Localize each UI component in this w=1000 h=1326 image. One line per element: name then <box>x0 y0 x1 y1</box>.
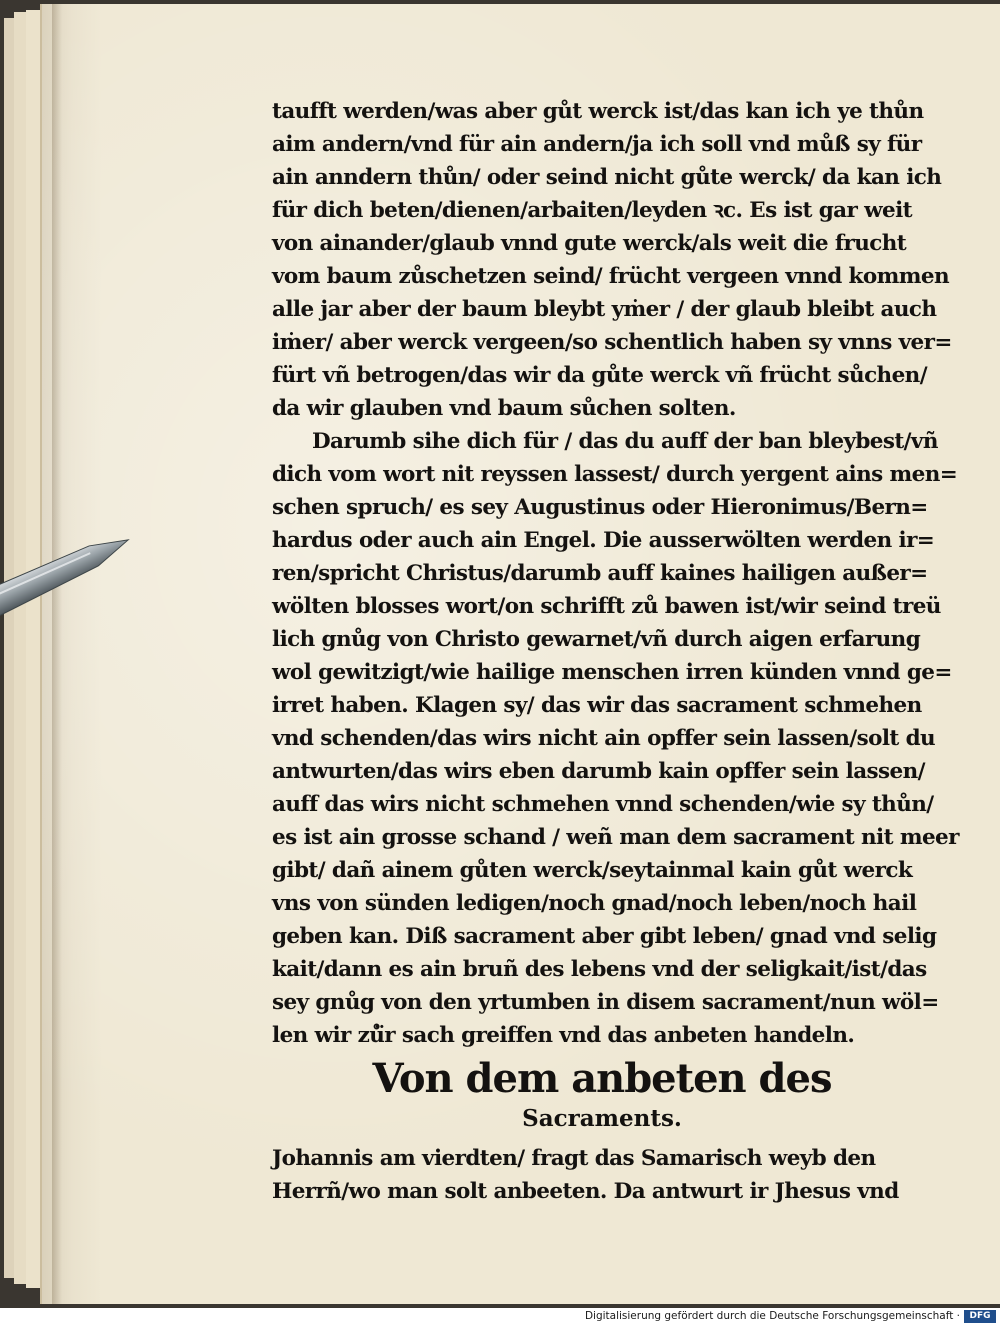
text-block <box>272 95 959 1208</box>
text-line: alle jar aber der baum bleybt yṁer / der glaub bleibt auch <box>272 297 937 322</box>
text-line: vom baum zůschetzen seind/ frücht vergeen vnnd kommen <box>272 264 950 289</box>
text-line: kait/dann es ain bruñ des lebens vnd der seligkait/ist/das <box>272 957 927 982</box>
gutter-shadow <box>52 4 62 1304</box>
text-line: ren/spricht Christus/darumb auff kaines hailigen außer= <box>272 561 928 586</box>
text-line: schen spruch/ es sey Augustinus oder Hieronimus/Bern= <box>272 495 928 520</box>
text-line: da wir glauben vnd baum sůchen solten. <box>272 396 736 421</box>
text-line: aim andern/vnd für ain andern/ja ich soll vnd můß sy für <box>272 132 922 157</box>
text-line: sey gnůg von den yrtumben in disem sacrament/nun wöl= <box>272 990 939 1015</box>
text-line: Johannis am vierdten/ fragt das Samarisch weyb den <box>272 1146 876 1171</box>
text-line: lich gnůg von Christo gewarnet/vñ durch aigen erfarung <box>272 627 921 652</box>
text-line: für dich beten/dienen/arbaiten/leyden ꝛc. Es ist gar weit <box>272 198 913 223</box>
text-line: ain anndern thůn/ oder seind nicht gůte werck/ da kan ich <box>272 165 942 190</box>
text-line: irret haben. Klagen sy/ das wir das sacrament schmehen <box>272 693 922 718</box>
text-line: gibt/ dañ ainem gůten werck/seytainmal kain gůt werck <box>272 858 913 883</box>
text-line: dich vom wort nit reyssen lassest/ durch yergent ains men= <box>272 462 958 487</box>
text-line: vnd schenden/das wirs nicht ain opffer sein lassen/solt du <box>272 726 936 751</box>
text-line: hardus oder auch ain Engel. Die ausserwölten werden ir= <box>272 528 935 553</box>
text-line: wol gewitzigt/wie hailige menschen irren künden vnnd ge= <box>272 660 952 685</box>
text-line: von ainander/glaub vnnd gute werck/als weit die frucht <box>272 231 907 256</box>
text-line: Herrñ/wo man solt anbeeten. Da antwurt ir Jhesus vnd <box>272 1179 899 1204</box>
paragraph-start-line: Darumb sihe dich für / das du auff der ban bleybest/vñ <box>312 429 938 454</box>
section-subheading: Sacraments. <box>522 1105 682 1132</box>
footer-bar <box>0 1308 1000 1326</box>
funding-credit: Digitalisierung gefördert durch die Deutsche Forschungsgemeinschaft · <box>584 1310 960 1322</box>
text-line: es ist ain grosse schand / weñ man dem sacrament nit meer <box>272 825 959 850</box>
text-line: len wir zů̈r sach greiffen vnd das anbeten handeln. <box>272 1023 855 1048</box>
section-heading: Von dem anbeten des <box>372 1055 832 1102</box>
text-line: iṁer/ aber werck vergeen/so schentlich haben sy vnns ver= <box>272 330 952 355</box>
text-line: antwurten/das wirs eben darumb kain opffer sein lassen/ <box>272 759 925 784</box>
text-line: fürt vñ betrogen/das wir da gůte werck vñ frücht sůchen/ <box>272 363 927 388</box>
text-line: geben kan. Diß sacrament aber gibt leben/ gnad vnd selig <box>272 924 937 949</box>
text-line: vns von sünden ledigen/noch gnad/noch leben/noch hail <box>272 891 917 916</box>
text-line: auff das wirs nicht schmehen vnnd schenden/wie sy thůn/ <box>272 792 934 817</box>
text-line: taufft werden/was aber gůt werck ist/das kan ich ye thůn <box>272 99 924 124</box>
dfg-logo: DFG <box>964 1310 996 1323</box>
text-line: wölten blosses wort/on schrifft zů bawen ist/wir seind treü <box>272 594 941 619</box>
page-edge <box>26 10 41 1288</box>
